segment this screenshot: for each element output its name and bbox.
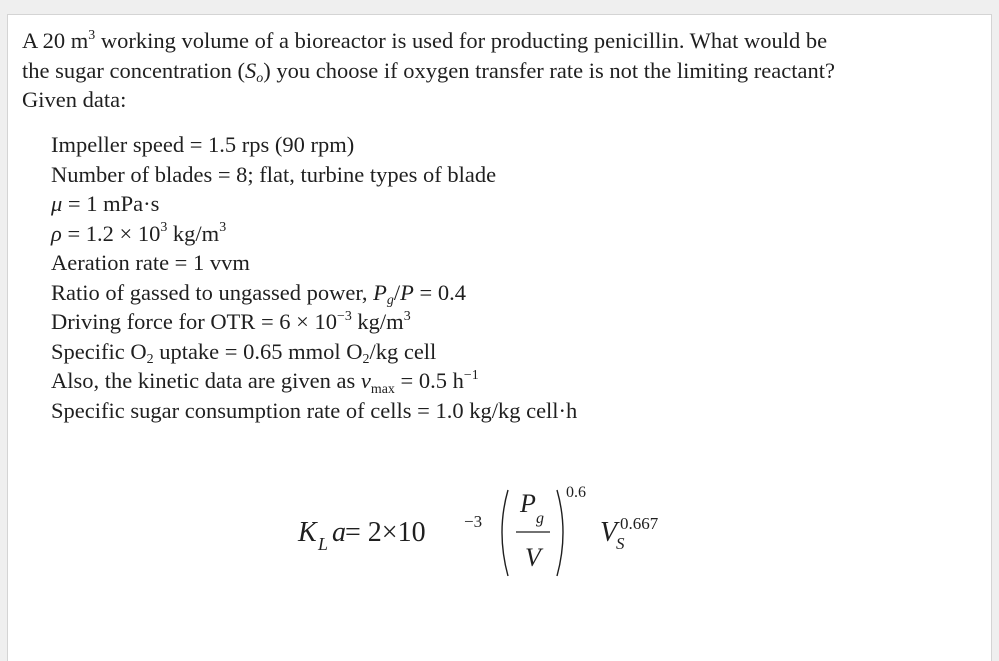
formula-denominator-v: V [525,543,541,572]
uptake-unit: /kg cell [369,338,437,364]
vmax-value: = 0.5 h [394,368,464,393]
driving-force-unit-exponent: 3 [403,308,411,324]
formula-vs-s-subscript: S [616,534,625,553]
intro-line-3: Given data: [22,87,127,112]
given-sugar-consumption: Specific sugar consumption rate of cells = 1.0 kg/kg cell·h [51,397,578,423]
mu-symbol: μ [51,191,63,216]
formula-k: K [298,517,317,548]
density-unit: kg/m [167,220,220,246]
given-data-list [51,130,951,425]
intro-text-rest: ) you choose if oxygen transfer rate is not the limiting reactant? [263,57,835,83]
uptake-text: Specific O [51,338,147,364]
formula-a: a [332,517,346,548]
formula-exponent: −3 [464,512,483,531]
o2-subscript: 2 [146,352,154,368]
uptake-value: uptake = 0.65 mmol O [153,338,363,364]
vmax-symbol: v [360,368,371,393]
viscosity-value: = 1 mPa·s [62,191,160,216]
density-exponent: 3 [160,220,168,236]
intro-line-2 [22,56,962,86]
slash: / [393,279,401,305]
sugar-symbol: S [245,57,257,83]
gassed-subscript: g [386,293,394,309]
vmax-exponent: −1 [463,367,479,383]
given-power-ratio [51,278,951,308]
formula-vs-v: V [600,517,618,548]
volume-exponent: 3 [88,27,96,43]
driving-force-text: Driving force for OTR = 6 × 10 [51,309,337,334]
driving-force-unit: kg/m [351,309,404,334]
intro-text-rest: working volume of a bioreactor is used for producting penicillin. What would be [95,28,828,53]
formula-l-subscript: L [318,534,329,554]
power-ratio-value: = 0.4 [413,279,466,305]
formula-equals: = 2×10 [345,517,426,548]
given-impeller-speed: Impeller speed = 1.5 rps (90 rpm) [51,132,355,157]
intro-line-1 [22,26,962,56]
intro-text: the sugar concentration ( [22,57,246,83]
density-unit-exponent: 3 [219,220,227,236]
given-kinetic-data [51,366,951,396]
driving-force-exponent: −3 [336,308,352,324]
sugar-subscript: o [256,71,264,87]
given-density [51,219,951,249]
density-value: = 1.2 × 10 [61,220,161,246]
intro-text: A 20 m [22,28,89,53]
formula-power: 0.6 [566,484,586,501]
o2-subscript: 2 [362,352,370,368]
ungassed-power-symbol: P [400,279,414,305]
given-number-of-blades: Number of blades = 8; flat, turbine types of blade [51,161,497,187]
problem-statement [22,26,962,115]
vmax-subscript: max [370,381,395,397]
gassed-power-symbol: P [373,279,387,305]
formula-vs-exponent: 0.667 [620,514,659,533]
formula-numerator-g: g [536,510,544,527]
given-aeration-rate: Aeration rate = 1 vvm [51,250,250,275]
rho-symbol: ρ [51,220,62,246]
power-ratio-label: Ratio of gassed to ungassed power, [51,279,374,305]
given-driving-force [51,307,951,337]
given-oxygen-uptake [51,337,951,367]
given-viscosity [51,189,951,219]
kinetic-text: Also, the kinetic data are given as [51,368,361,393]
formula-numerator-p: P [520,489,536,518]
